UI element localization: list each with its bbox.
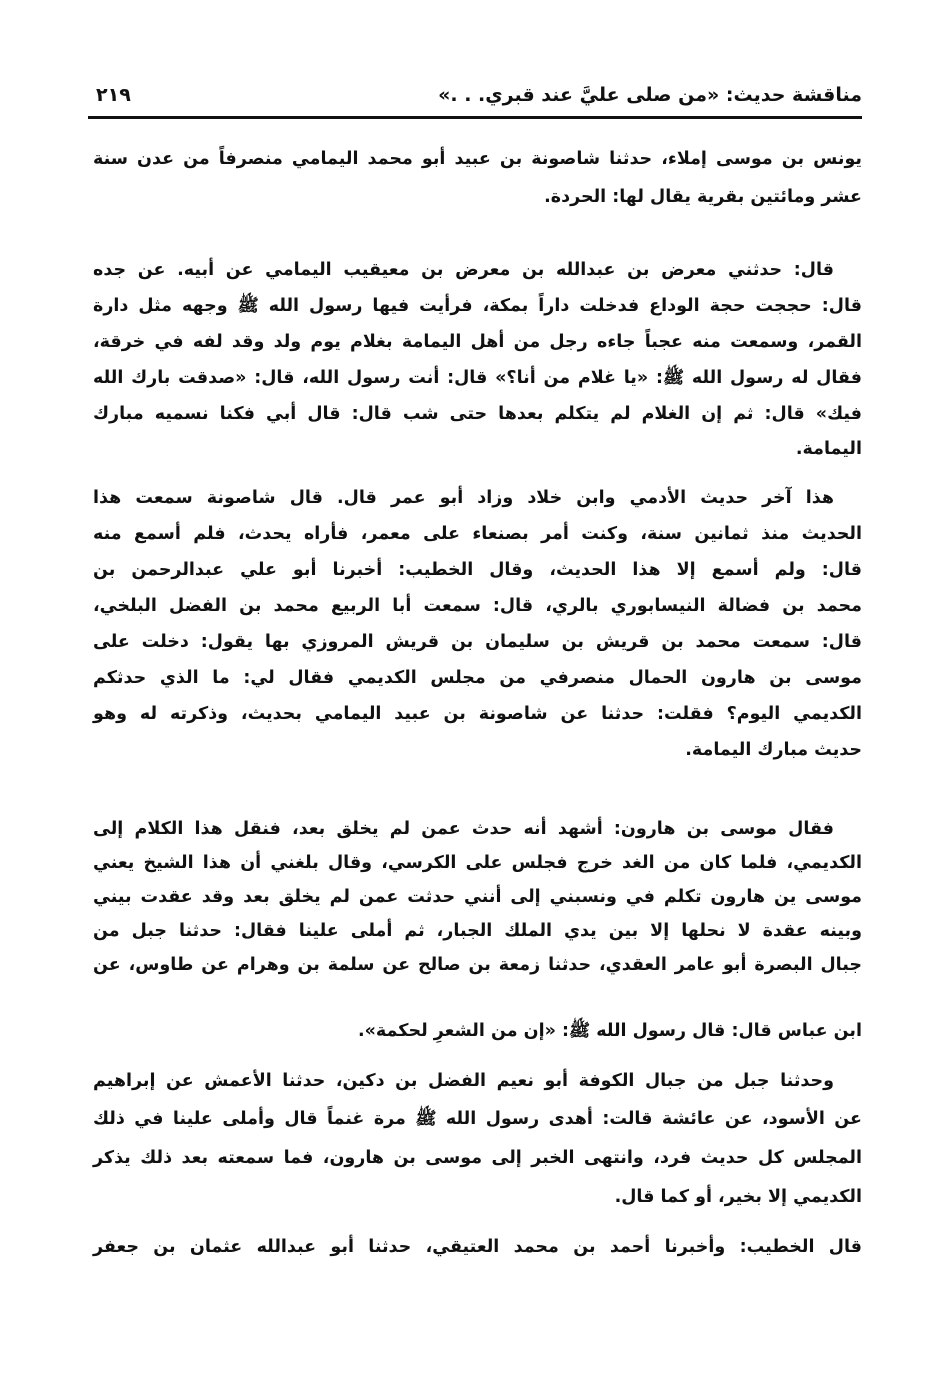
text-line: القمر، وسمعت منه عجباً جاءه رجل من أهل اليمامة بغلام يوم ولد وقد لفه في خرقة، <box>93 332 862 352</box>
text-line: الكديمي اليوم؟ فقلت: حدثنا عن شاصونة بن عبيد اليمامي بحديث، وذكرته له وهو <box>93 704 862 724</box>
text-line: اليمامة. <box>795 439 862 459</box>
text-line <box>93 1230 862 1264</box>
text-line: الحديث منذ ثمانين سنة، وكنت أمر بصنعاء على معمر، فأراه يحدث، فلم أسمع منه <box>93 524 862 544</box>
text-line: قال: حدثني معرض بن عبدالله بن معرض بن معيقيب اليمامي عن أبيه. عن جده <box>93 260 834 280</box>
header-title: مناقشة حديث: «من صلى عليَّ عند قبري. . .» <box>438 84 862 106</box>
text-line: هذا آخر حديث الأدمي وابن خلاد وزاد أبو عمر قال. قال شاصونة سمعت هذا <box>93 488 834 508</box>
text-line: فيك» قال: ثم إن الغلام لم يتكلم بعدها حتى شب قال: قال أبي فكنا نسميه مبارك <box>93 404 862 424</box>
text-line: حديث مبارك اليمامة. <box>685 740 862 760</box>
text-line: الكديمي إلا بخير، أو كما قال. <box>614 1187 862 1207</box>
text-line: يونس بن موسى إملاء، حدثنا شاصونة بن عبيد أبو محمد اليمامي منصرفاً من عدن سنة <box>93 149 862 169</box>
text-line: قال: حججت حجة الوداع فدخلت داراً بمكة، فرأيت فيها رسول الله ﷺ وجهه مثل دارة <box>93 296 862 316</box>
text-line: فقال له رسول الله ﷺ: «يا غلام من أنا؟» قال: أنت رسول الله، قال: «صدقت بارك الله <box>93 368 862 388</box>
speaker-label: قال الخطيب: <box>739 1237 863 1257</box>
text-line: الكديمي، فلما كان من الغد خرج فجلس على الكرسي، وقال بلغني أن هذا الشيخ يعني <box>93 853 862 873</box>
text-line: ابن عباس قال: قال رسول الله ﷺ: «إن من الشعرِ لحكمة». <box>357 1021 862 1041</box>
header-rule <box>88 116 862 119</box>
text-line: وحدثنا جبل من جبال الكوفة أبو نعيم الفضل بن دكين، حدثنا الأعمش عن إبراهيم <box>93 1071 834 1091</box>
text-line: عشر ومائتين بقرية يقال لها: الحردة. <box>544 187 862 207</box>
text-line: محمد بن فضالة النيسابوري بالري، قال: سمعت أبا الربيع محمد بن الفضل البلخي، <box>93 596 862 616</box>
text-line: جبال البصرة أبو عامر العقدي، حدثنا زمعة بن صالح عن سلمة بن وهرام عن طاوس، عن <box>93 955 862 975</box>
text-line: عن الأسود، عن عائشة قالت: أهدى رسول الله ﷺ مرة غنماً قال وأملى علينا في ذلك <box>93 1109 862 1129</box>
text-line: فقال موسى بن هارون: أشهد أنه حدث عمن لم يخلق بعد، فنقل هذا الكلام إلى <box>93 819 834 839</box>
text-line: موسى ين هارون تكلم في ونسبني إلى أنني حدثت عمن لم يخلق بعد وقد عقدت بيني <box>93 887 862 907</box>
text-line: وبينه عقدة لا نحلها إلا بين يدي الملك الجبار، ثم أملى علينا فقال: حدثنا جبل من <box>93 921 862 941</box>
page-number: ٢١٩ <box>96 84 131 106</box>
text-line: موسى بن هارون الحمال منصرفي من مجلس الكديمي فقال لي: ما الذي حدثكم <box>93 668 862 688</box>
text-line: المجلس كل حديث فرد، وانتهى الخبر إلى موسى بن هارون، فما سمعته بعد ذلك يذكر <box>93 1148 862 1168</box>
line-text: وأخبرنا أحمد بن محمد العتيقي، حدثنا أبو عبدالله عثمان بن جعفر <box>93 1237 726 1257</box>
text-line: قال: سمعت محمد بن قريش بن سليمان بن قريش المروزي بها يقول: دخلت على <box>93 632 862 652</box>
text-line: قال: ولم أسمع إلا هذا الحديث، وقال الخطيب: أخبرنا أبو علي عبدالرحمن بن <box>93 560 862 580</box>
